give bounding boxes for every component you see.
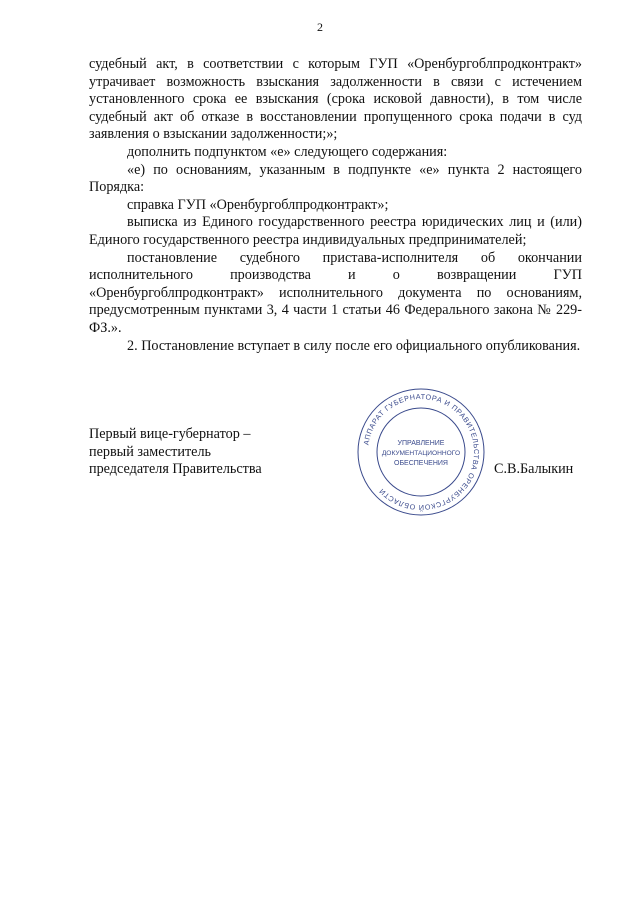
signer-name: С.В.Балыкин bbox=[494, 461, 574, 477]
signer-position-line: председателя Правительства bbox=[89, 461, 262, 478]
document-body bbox=[89, 56, 582, 355]
paragraph-add-subitem: дополнить подпунктом «е» следующего содержания: bbox=[127, 143, 448, 160]
paragraph-certificate: справка ГУП «Оренбургоблпродконтракт»; bbox=[127, 196, 389, 213]
signer-position bbox=[89, 426, 262, 479]
signer-position-line: Первый вице-губернатор – bbox=[89, 426, 251, 442]
seal-outer-text-path: АППАРАТ ГУБЕРНАТОРА И ПРАВИТЕЛЬСТВА ОРЕНБУРГСКОЙ ОБЛАСТИ bbox=[361, 391, 482, 513]
seal-line-2: ДОКУМЕНТАЦИОННОГО bbox=[381, 450, 461, 457]
paragraph-court-act: судебный акт, в соответствии с которым ГУП «Оренбургоблпродконтракт» утрачивает возможность взыскания задолженности в связи с истечением установленного срока ее взыскания (срока исковой давности), в том числе судебный акт об отказе в восстановлении пропущенного срока подачи в суд заявления о взыскании задолженности;»; bbox=[89, 56, 582, 143]
paragraph-register-extract: выписка из Единого государственного реестра юридических лиц и (или) Единого государственного реестра индивидуальных предпринимателей; bbox=[89, 214, 582, 248]
seal-line-1: УПРАВЛЕНИЕ bbox=[397, 440, 445, 447]
paragraph-entry-into-force: 2. Постановление вступает в силу после его официального опубликования. bbox=[127, 337, 581, 354]
signer-position-line: первый заместитель bbox=[89, 443, 212, 460]
seal-line-3: ОБЕСПЕЧЕНИЯ bbox=[394, 460, 448, 467]
paragraph-bailiff-resolution: постановление судебного пристава-исполнителя об окончании исполнительного производства и о возвращении ГУП «Оренбургоблпродконтракт» исполнительного документа по основаниям, предусмотренным пунктами 3, 4 части 1 статьи 46 Федерального закона № 229-ФЗ.». bbox=[89, 249, 582, 336]
page-number: 2 bbox=[317, 20, 323, 34]
official-seal bbox=[355, 386, 487, 518]
paragraph-subitem-e: «е) по основаниям, указанным в подпункте «е» пункта 2 настоящего Порядка: bbox=[89, 161, 582, 196]
